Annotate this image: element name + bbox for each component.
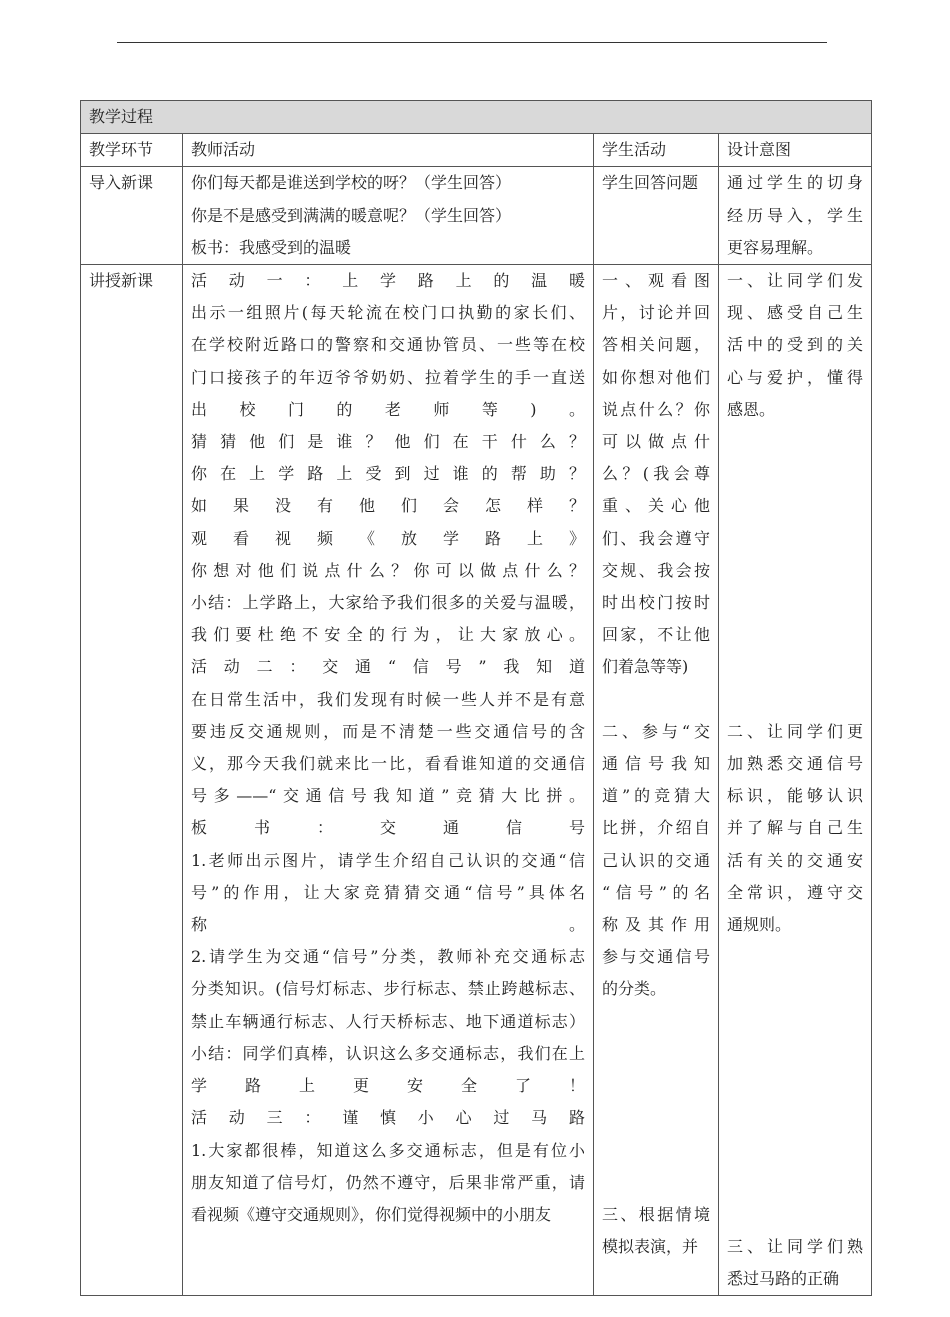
text-line: “信号”的名 (602, 882, 710, 902)
text-line: 号”的作用，让大家竞猜猜交通“信号”具体名 (191, 882, 585, 902)
text-line: 你想对他们说点什么？你可以做点什么？ (191, 560, 585, 580)
text-line: 称。 (191, 915, 585, 935)
design-intent-cell (719, 265, 872, 1296)
design-intent-cell (719, 167, 872, 265)
table-title: 教学过程 (81, 101, 872, 134)
text-line: 猜猜他们是谁？他们在干什么？ (191, 432, 585, 452)
text-line: 通过学生的切身 (727, 173, 864, 193)
student-activity-1 (602, 265, 710, 684)
text-line: 你们每天都是谁送到学校的呀？（学生回答） (191, 173, 512, 193)
text-line: 学路上更安全了！ (191, 1076, 585, 1096)
stage-cell: 讲授新课 (81, 265, 183, 1296)
text-line: 活动二：交通“信号”我知道 (191, 657, 585, 677)
text-line: 并了解与自己生 (727, 818, 864, 838)
text-line: 号多——“交通信号我知道”竞猜大比拼。 (191, 786, 585, 806)
text-line: 出校门的老师等)。 (191, 399, 585, 419)
text-line: 义，那今天我们就来比一比，看看谁知道的交通信 (191, 754, 585, 774)
text-line: 三、根据情境 (602, 1204, 710, 1224)
text-line: 如你想对他们 (602, 367, 710, 387)
header-teacher: 教师活动 (183, 134, 594, 167)
text-line: 经历导入，学生 (727, 205, 864, 225)
text-line: 板书：我感受到的温暖 (191, 237, 352, 257)
text-line: 活动三：谨慎小心过马路 (191, 1108, 585, 1128)
student-activity-cell (594, 265, 719, 1296)
text-line: 交规、我会按 (602, 560, 710, 580)
table-header-row (81, 134, 872, 167)
text-line: 更容易理解。 (727, 237, 824, 257)
text-line: 参与交通信号 (602, 947, 710, 967)
text-line: 们着急等等) (602, 657, 689, 677)
text-line: 门口接孩子的年迈爷爷奶奶、拉着学生的手一直送 (191, 367, 585, 387)
text-line: 心与爱护，懂得 (727, 367, 864, 387)
text-line: 活有关的交通安 (727, 850, 864, 870)
header-rule (117, 42, 827, 43)
text-line: 重、关心他 (602, 496, 710, 516)
text-line: 可以做点什 (602, 432, 710, 452)
text-line: 小结：同学们真棒，认识这么多交通标志，我们在上 (191, 1043, 585, 1063)
text-line: 感恩。 (727, 399, 776, 419)
design-intent-3 (727, 1231, 863, 1295)
teacher-activity-cell (183, 265, 594, 1296)
student-activity-3 (602, 1199, 710, 1263)
text-line: 比拼，介绍自 (602, 818, 710, 838)
text-line: 说点什么？你 (602, 399, 710, 419)
text-line: 如果没有他们会怎样？ (191, 496, 585, 516)
text-line: 通信号我知 (602, 754, 710, 774)
teacher-activity-cell (183, 167, 594, 265)
text-line: 模拟表演，并 (602, 1237, 699, 1256)
text-line: 观看视频《放学路上》 (191, 528, 585, 548)
text-line: 小结：上学路上，大家给予我们很多的关爱与温暖， (191, 593, 585, 613)
text-line: 们、我会遵守 (602, 528, 710, 548)
text-line: 分类知识。(信号灯标志、步行标志、禁止跨越标志、 (191, 979, 585, 999)
teaching-process-table (80, 100, 872, 1296)
text-line: 2.请学生为交通“信号”分类，教师补充交通标志 (191, 947, 585, 967)
text-line: 你在上学路上受到过谁的帮助？ (191, 464, 585, 484)
text-line: 要违反交通规则，而是不清楚一些交通信号的含 (191, 721, 585, 741)
text-line: 板书：交通信号 (191, 818, 585, 838)
design-intent-2 (727, 716, 863, 941)
stage-cell: 导入新课 (81, 167, 183, 265)
text-line: 我们要杜绝不安全的行为，让大家放心。 (191, 625, 585, 645)
text-line: 学生回答问题 (602, 173, 699, 193)
text-line: 二、参与“交 (602, 721, 710, 741)
text-line: 出示一组照片(每天轮流在校门口执勤的家长们、 (191, 303, 585, 323)
text-line: 时出校门按时 (602, 593, 710, 613)
text-line: 全常识，遵守交 (727, 882, 864, 902)
text-line: 己认识的交通 (602, 850, 710, 870)
text-line: 现、感受自己生 (727, 303, 864, 323)
header-intent: 设计意图 (719, 134, 872, 167)
text-line: 答相关问题， (602, 335, 710, 355)
text-line: 在学校附近路口的警察和交通协管员、一些等在校 (191, 335, 585, 355)
text-line: 回家，不让他 (602, 625, 710, 645)
text-line: 禁止车辆通行标志、人行天桥标志、地下通道标志） (191, 1011, 585, 1031)
text-line: 称及其作用 (602, 915, 710, 935)
text-line: 加熟悉交通信号 (727, 753, 864, 773)
design-intent-1 (727, 265, 863, 426)
text-line: 片，讨论并回 (602, 303, 710, 323)
text-line: 悉过马路的正确 (727, 1269, 840, 1289)
text-line: 朋友知道了信号灯，仍然不遵守，后果非常严重，请 (191, 1172, 585, 1192)
text-line: 标识，能够认识 (727, 786, 864, 806)
text-line: 1.大家都很棒，知道这么多交通标志，但是有位小 (191, 1140, 585, 1160)
table-title-row (81, 101, 872, 134)
table-row (81, 167, 872, 265)
text-line: 1.老师出示图片，请学生介绍自己认识的交通“信 (191, 850, 585, 870)
text-line: 一、让同学们发 (727, 271, 864, 291)
student-activity-2 (602, 716, 710, 1006)
text-line: 你是不是感受到满满的暖意呢？（学生回答） (191, 205, 512, 225)
text-line: 一、观看图 (602, 271, 710, 291)
header-stage: 教学环节 (81, 134, 183, 167)
table-row (81, 265, 872, 1296)
student-activity-cell (594, 167, 719, 265)
text-line: 的分类。 (602, 979, 667, 999)
text-line: 活动一：上学路上的温暖 (191, 271, 585, 291)
text-line: 通规则。 (727, 914, 792, 934)
text-line: 道”的竞猜大 (602, 786, 710, 806)
header-student: 学生活动 (594, 134, 719, 167)
text-line: 三、让同学们熟 (727, 1236, 864, 1256)
text-line: 看视频《遵守交通规则》，你们觉得视频中的小朋友 (191, 1204, 552, 1224)
text-line: 在日常生活中，我们发现有时候一些人并不是有意 (191, 689, 585, 709)
text-line: 活中的受到的关 (727, 335, 864, 355)
text-line: 二、让同学们更 (727, 721, 864, 741)
text-line: 么？(我会尊 (602, 464, 710, 484)
